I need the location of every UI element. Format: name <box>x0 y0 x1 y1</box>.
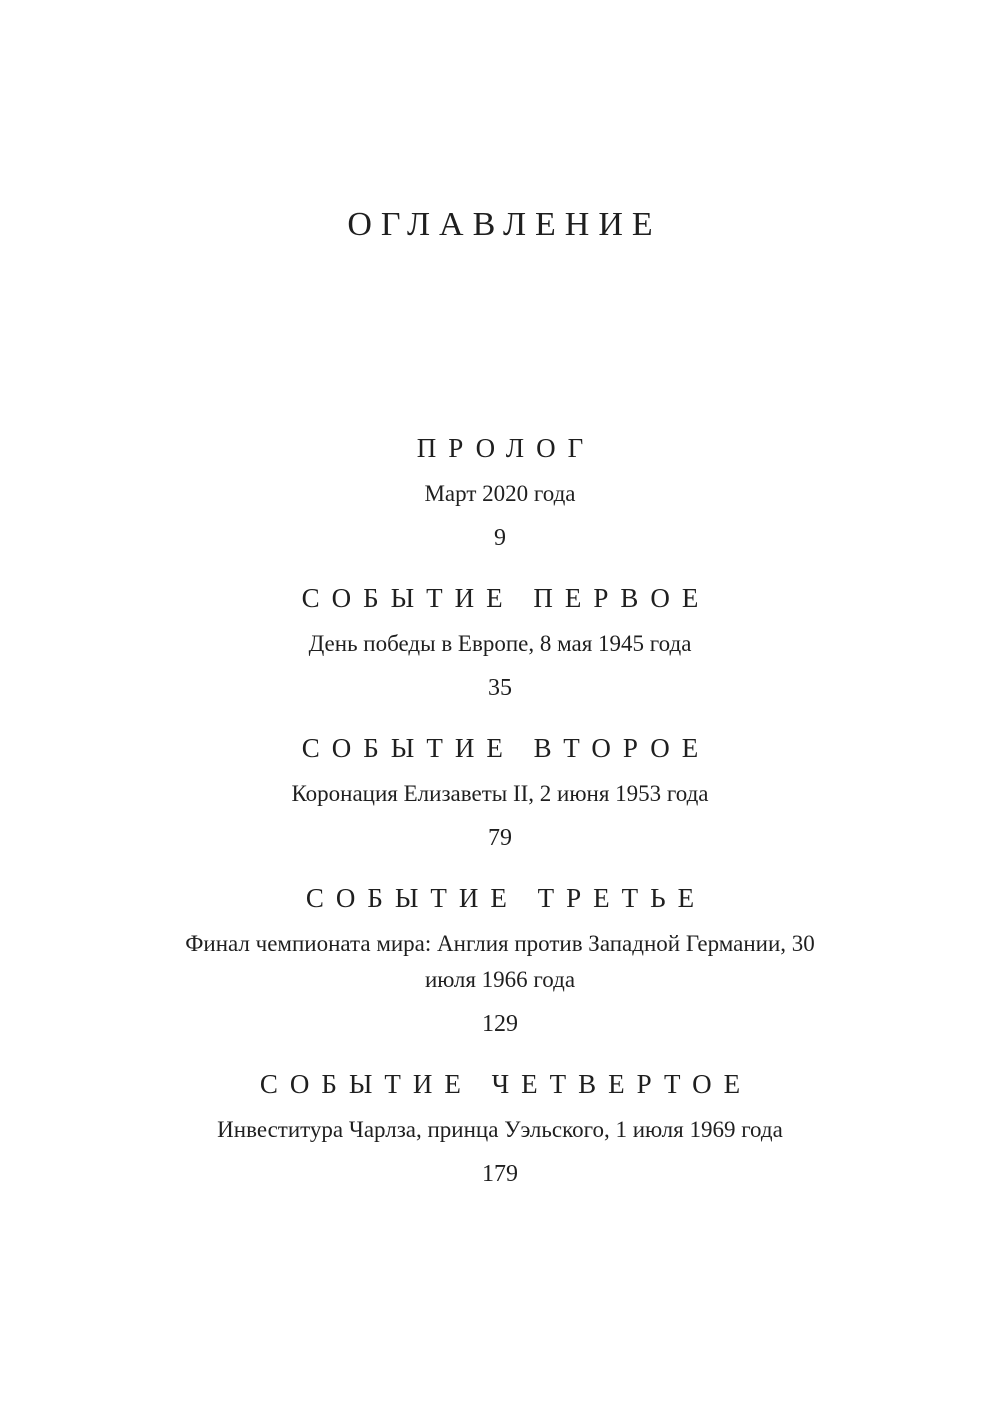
toc-entry-heading: СОБЫТИЕ ЧЕТВЕРТОЕ <box>259 1069 753 1099</box>
toc-entry-heading: СОБЫТИЕ ТРЕТЬЕ <box>305 883 707 913</box>
toc-entry-heading: СОБЫТИЕ ПЕРВОЕ <box>301 583 711 613</box>
toc-entry-event-2[interactable] <box>0 728 1000 854</box>
toc-entry-subtitle: Март 2020 года <box>424 481 576 506</box>
toc-entry-event-4[interactable] <box>0 1064 1000 1190</box>
toc-entry-subtitle: Финал чемпионата мира: Англия против Западной Германии, 30 июля 1966 года <box>185 931 815 992</box>
toc-entry-subtitle: Коронация Елизаветы II, 2 июня 1953 года <box>291 781 709 806</box>
table-of-contents <box>0 428 1000 1190</box>
page-title: ОГЛАВЛЕНИЕ <box>347 206 662 243</box>
toc-entry-event-1[interactable] <box>0 578 1000 704</box>
toc-entry-subtitle: День победы в Европе, 8 мая 1945 года <box>308 631 692 656</box>
toc-entry-page-number: 129 <box>482 1011 518 1037</box>
toc-entry-page-number: 9 <box>494 525 506 551</box>
toc-entry-subtitle: Инвеститура Чарлза, принца Уэльского, 1 июля 1969 года <box>217 1117 783 1142</box>
toc-entry-page-number: 79 <box>488 825 512 851</box>
toc-entry-prologue[interactable] <box>0 428 1000 554</box>
toc-entry-heading: СОБЫТИЕ ВТОРОЕ <box>301 733 711 763</box>
toc-entry-event-3[interactable] <box>0 878 1000 1040</box>
toc-entry-heading: ПРОЛОГ <box>416 433 596 463</box>
toc-entry-page-number: 179 <box>482 1161 518 1187</box>
toc-entry-page-number: 35 <box>488 675 512 701</box>
